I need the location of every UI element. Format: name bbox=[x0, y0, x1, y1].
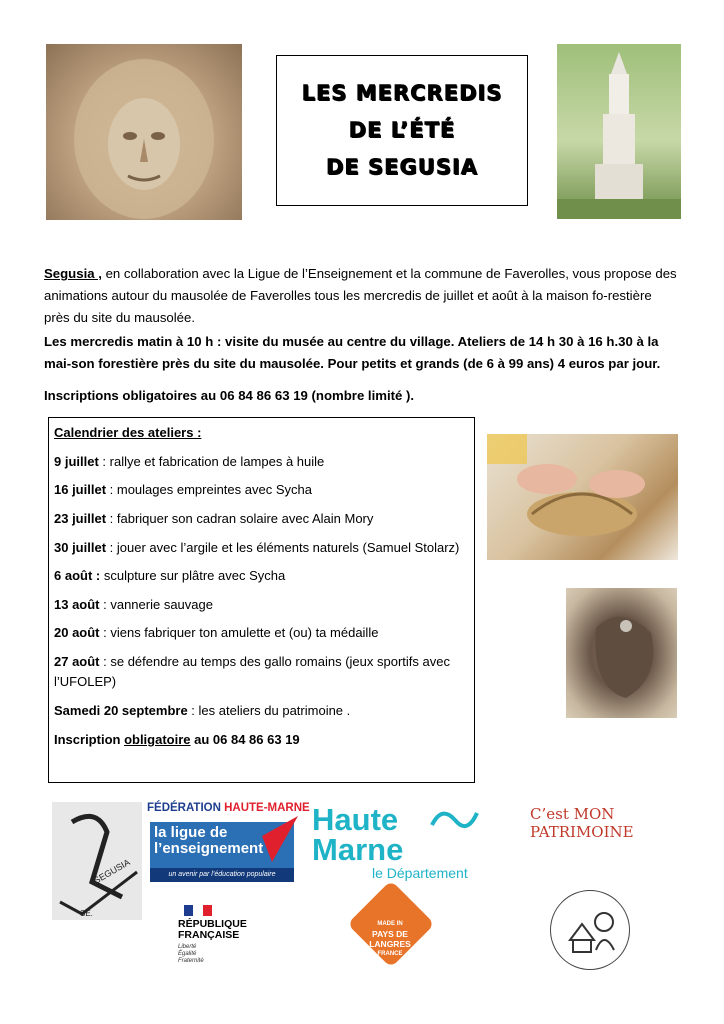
calendar-entry: 27 août : se défendre au temps des gallo romains (jeux sportifs avec l’UFOLEP) bbox=[54, 654, 450, 689]
basket-weaving-photo bbox=[487, 434, 678, 560]
segusia-logo bbox=[52, 802, 142, 920]
carved-stone-photo bbox=[566, 588, 677, 718]
rf-motto-3: Fraternité bbox=[178, 958, 204, 964]
calendar-heading: Calendrier des ateliers : bbox=[54, 425, 202, 440]
schedule-paragraph: Les mercredis matin à 10 h : visite du musée au centre du village. Ateliers de 14 h 30 à 16 h.30 à la mai-son forestière près du site du mausolée. Pour petits et grands (de 6 à 99 ans) 4 euros par jour. bbox=[44, 334, 661, 371]
rf-line-2: FRANÇAISE bbox=[178, 929, 240, 941]
calendar-entry: 16 juillet : moulages empreintes avec Sycha bbox=[54, 482, 312, 497]
ligue-name-1: la ligue de bbox=[154, 824, 228, 841]
title-line-1: LES MERCREDIS bbox=[301, 81, 503, 105]
stone-bust-photo bbox=[46, 44, 242, 220]
ligue-enseignement-logo bbox=[147, 802, 310, 882]
rf-motto-2: Égalité bbox=[178, 951, 197, 957]
ligue-arrow-icon bbox=[262, 816, 298, 862]
pays-de-langres-logo bbox=[352, 885, 428, 975]
segusia-name: Segusia , bbox=[44, 266, 102, 281]
ligue-name-2: l’enseignement bbox=[154, 840, 264, 857]
rf-motto-1: Liberté bbox=[178, 944, 197, 950]
hm-line-1: Haute bbox=[312, 802, 399, 837]
ligue-federation: FÉDÉRATION HAUTE-MARNE bbox=[147, 802, 310, 814]
calendar-entry: 23 juillet : fabriquer son cadran solaire avec Alain Mory bbox=[54, 511, 374, 526]
cest-line-1: C’est MON bbox=[530, 805, 615, 823]
title-box bbox=[276, 55, 528, 206]
calendar-entry: 20 août : viens fabriquer ton amulette et (ou) ta médaille bbox=[54, 625, 379, 640]
langres-line-3: FRANCE bbox=[377, 951, 403, 957]
ligue-tagline: un avenir par l’éducation populaire bbox=[150, 868, 294, 882]
calendar-registration: Inscription obligatoire au 06 84 86 63 19 bbox=[54, 732, 300, 747]
langres-line-1: MADE IN bbox=[377, 921, 403, 927]
calendar-entry: 13 août : vannerie sauvage bbox=[54, 597, 213, 612]
title-line-2: DE L’ÉTÉ bbox=[348, 118, 456, 142]
intro-text: en collaboration avec la Ligue de l’Enseignement et la commune de Faverolles, vous propose des animations autour du mausolée de Faverolles tous les mercredis de juillet et août à la maison fo-restière près du site du mausolée. bbox=[44, 266, 677, 325]
langres-line-2: PAYS DE LANGRES bbox=[369, 929, 411, 949]
village-emblem-logo bbox=[550, 890, 630, 970]
hm-line-2: Marne bbox=[312, 832, 404, 867]
hm-swirl-icon bbox=[427, 805, 482, 835]
rf-line-1: RÉPUBLIQUE bbox=[178, 918, 247, 930]
mausoleum-photo bbox=[557, 44, 681, 219]
haute-marne-logo bbox=[312, 802, 487, 881]
segusia-logo-text: SEGUSIA bbox=[92, 857, 132, 886]
hm-subtitle: le Département bbox=[372, 865, 468, 881]
title-line-3: DE SEGUSIA bbox=[325, 155, 479, 179]
workshop-calendar bbox=[48, 417, 475, 783]
calendar-entry: 6 août : sculpture sur plâtre avec Sycha bbox=[54, 568, 286, 583]
intro-paragraph bbox=[44, 263, 680, 329]
cest-line-2: PATRIMOINE bbox=[530, 823, 634, 841]
calendar-entry: 9 juillet : rallye et fabrication de lampes à huile bbox=[54, 454, 325, 469]
registration-paragraph: Inscriptions obligatoires au 06 84 86 63 19 (nombre limité ). bbox=[44, 388, 415, 403]
cest-mon-patrimoine-logo bbox=[530, 805, 640, 860]
calendar-entry: 30 juillet : jouer avec l’argile et les éléments naturels (Samuel Stolarz) bbox=[54, 540, 460, 555]
segusia-logo-small: SE. bbox=[80, 909, 93, 918]
calendar-entry: Samedi 20 septembre : les ateliers du patrimoine . bbox=[54, 703, 351, 718]
republique-francaise-logo bbox=[178, 905, 268, 975]
french-flag-icon bbox=[184, 905, 212, 916]
